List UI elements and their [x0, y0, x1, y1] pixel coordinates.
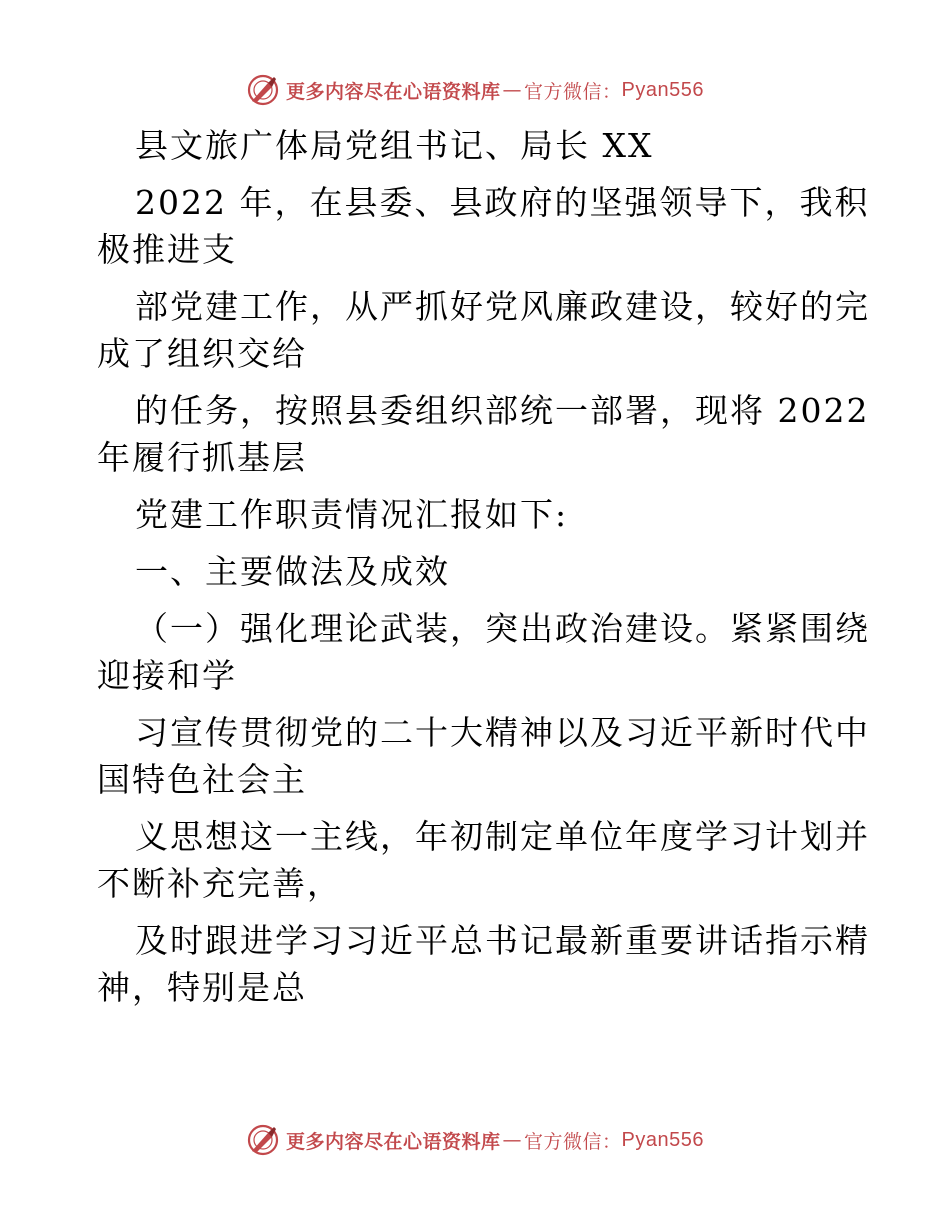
body-line: 义思想这一主线，年初制定单位年度学习计划并	[135, 817, 870, 856]
body-line: 及时跟进学习习近平总书记最新重要讲话指示精	[135, 921, 870, 960]
body-line: 迎接和学	[97, 656, 237, 695]
footer-main-text: 更多内容尽在心语资料库	[286, 1130, 501, 1153]
pen-nib-logo-icon	[246, 1123, 280, 1157]
body-line: 部党建工作，从严抓好党风廉政建设，较好的完	[135, 287, 870, 326]
body-line: 不断补充完善，	[97, 864, 342, 903]
header-main-text: 更多内容尽在心语资料库	[286, 80, 501, 103]
body-line: 党建工作职责情况汇报如下:	[135, 495, 569, 534]
body-line: 县文旅广体局党组书记、局长 XX	[135, 126, 654, 165]
body-line: 国特色社会主	[97, 760, 307, 799]
footer-wechat-id: Pyan556	[621, 1128, 704, 1151]
pen-nib-logo-icon	[246, 73, 280, 107]
body-line: 的任务，按照县委组织部统一部署，现将 2022	[135, 391, 870, 430]
body-line: 年履行抓基层	[97, 438, 307, 477]
footer-official-label: 官方微信：	[524, 1130, 622, 1153]
header-wechat-id: Pyan556	[621, 78, 704, 101]
subsection-heading: （一）强化理论武装，突出政治建设。紧紧围绕	[135, 609, 870, 648]
body-line: 2022 年，在县委、县政府的坚强领导下，我积	[135, 183, 870, 222]
footer-watermark-text	[286, 1127, 704, 1154]
body-line: 习宣传贯彻党的二十大精神以及习近平新时代中	[135, 713, 870, 752]
body-line: 神，特别是总	[97, 968, 307, 1007]
footer-dash: —	[502, 1129, 523, 1151]
document-body	[97, 122, 870, 1011]
header-watermark-text	[286, 77, 704, 104]
header-watermark	[0, 70, 950, 110]
header-official-label: 官方微信：	[524, 80, 622, 103]
body-line: 极推进支	[97, 230, 237, 269]
body-line: 成了组织交给	[97, 334, 307, 373]
section-heading: 一、主要做法及成效	[135, 552, 450, 591]
header-dash: —	[502, 79, 523, 101]
footer-watermark	[0, 1120, 950, 1160]
